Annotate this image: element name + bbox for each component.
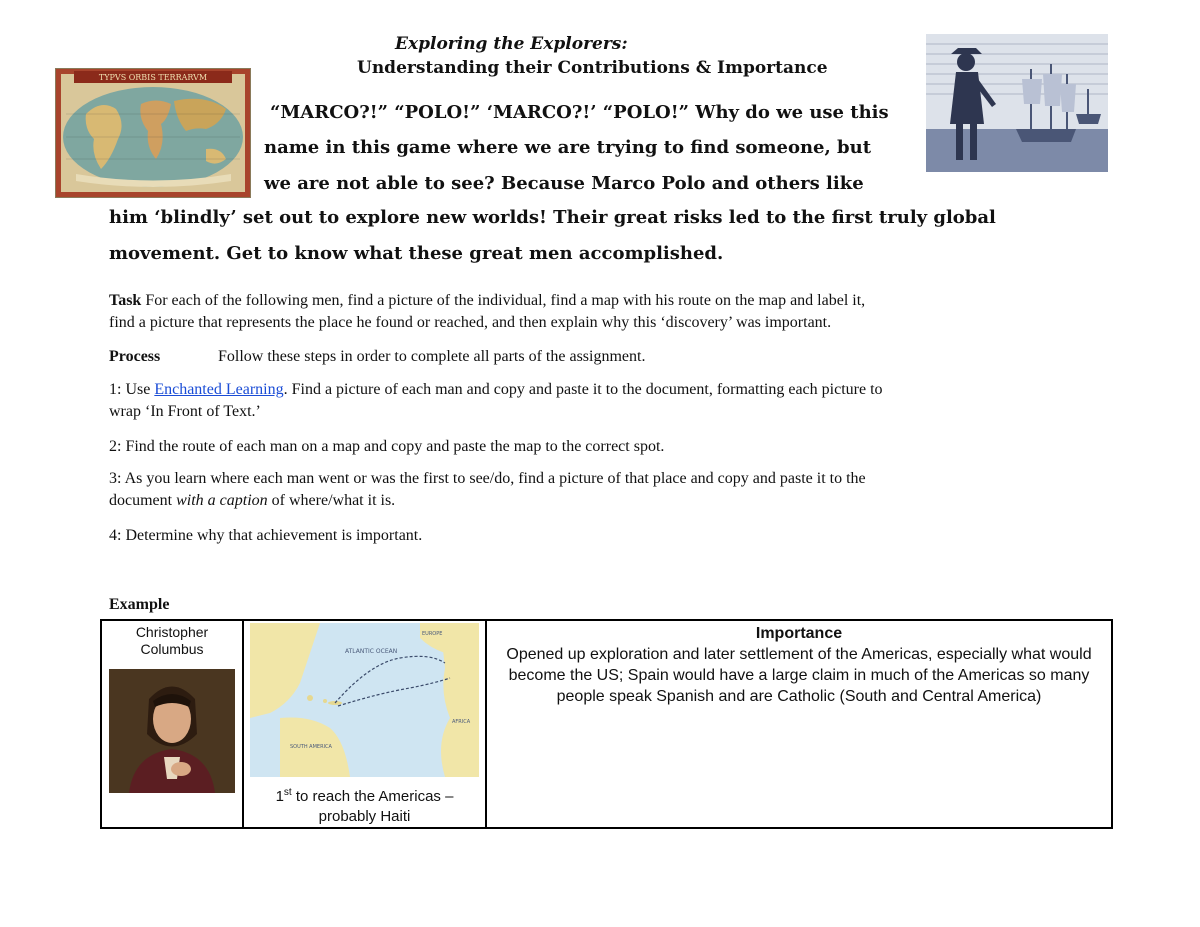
caption-number: 1 — [275, 788, 284, 805]
caption-ordinal: st — [283, 787, 292, 798]
map-banner-text: TYPVS ORBIS TERRARVM — [98, 73, 208, 82]
explorer-name-line-1: Christopher — [135, 624, 209, 640]
explorer-name-line-2: Columbus — [140, 641, 204, 657]
antique-world-map-icon — [55, 68, 251, 198]
route-label-europe: EUROPE — [422, 631, 443, 637]
enchanted-learning-link[interactable]: Enchanted Learning — [154, 381, 284, 398]
pirate-ships-engraving-icon — [926, 34, 1108, 172]
task-paragraph — [109, 290, 1099, 334]
importance-heading: Importance — [755, 625, 843, 642]
columbus-portrait-icon — [109, 669, 235, 793]
step-1 — [109, 379, 1099, 423]
step-1-text: . Find a picture of each man and copy and paste it to the document, formatting each picture to — [283, 381, 883, 398]
route-cell — [243, 620, 486, 828]
route-label-africa: AFRICA — [452, 719, 471, 725]
explorer-name — [102, 621, 242, 658]
process-text: Follow these steps in order to complete all parts of the assignment. — [218, 348, 646, 365]
task-label: Task — [109, 292, 142, 309]
importance-text: Opened up exploration and later settlement of the Americas, especially what would become the US; Spain would have a large claim in much of the Americas so many people speak Spanish and are Catholic (South and Central America) — [506, 646, 1092, 705]
intro-line-5: movement. Get to know what these great men accomplished. — [109, 243, 724, 264]
step-1-line-2: wrap ‘In Front of Text.’ — [109, 403, 261, 420]
step-3-prefix: document — [109, 492, 177, 509]
route-label-south-america: SOUTH AMERICA — [290, 744, 332, 750]
process-label: Process — [109, 348, 161, 365]
step-4: 4: Determine why that achievement is important. — [109, 527, 423, 544]
intro-line-3: we are not able to see? Because Marco Polo and others like — [264, 173, 864, 194]
example-label: Example — [109, 596, 170, 613]
intro-line-4: him ‘blindly’ set out to explore new worlds! Their great risks led to the first truly global — [109, 207, 996, 228]
step-3-emphasis: with a caption — [176, 492, 268, 509]
task-text-2: find a picture that represents the place he found or reached, and then explain why this ‘discovery’ was important. — [109, 314, 832, 331]
importance-cell — [486, 620, 1112, 828]
intro-line-1: “MARCO?!” “POLO!” ‘MARCO?!’ “POLO!” Why do we use this — [270, 102, 889, 123]
caption-line-2: probably Haiti — [318, 808, 411, 825]
table-row — [101, 620, 1112, 828]
page-subtitle: Understanding their Contributions & Importance — [357, 58, 828, 78]
route-label-ocean: ATLANTIC OCEAN — [345, 648, 398, 655]
explorer-cell — [101, 620, 243, 828]
intro-line-2: name in this game where we are trying to find someone, but — [264, 137, 872, 158]
step-3-line-1: 3: As you learn where each man went or was the first to see/do, find a picture of that place and copy and paste it to the — [109, 470, 866, 487]
caption-text: to reach the Americas – — [291, 788, 454, 805]
step-2: 2: Find the route of each man on a map and copy and paste the map to the correct spot. — [109, 438, 665, 455]
step-1-prefix: 1: Use — [109, 381, 155, 398]
example-table — [100, 619, 1113, 829]
process-paragraph — [109, 346, 1099, 368]
task-text-1: For each of the following men, find a picture of the individual, find a map with his route on the map and label it, — [141, 292, 866, 309]
columbus-route-map-icon — [250, 623, 479, 777]
route-caption — [244, 783, 485, 827]
step-3 — [109, 468, 1099, 512]
page-title: Exploring the Explorers: — [395, 34, 628, 54]
step-3-rest: of where/what it is. — [267, 492, 396, 509]
